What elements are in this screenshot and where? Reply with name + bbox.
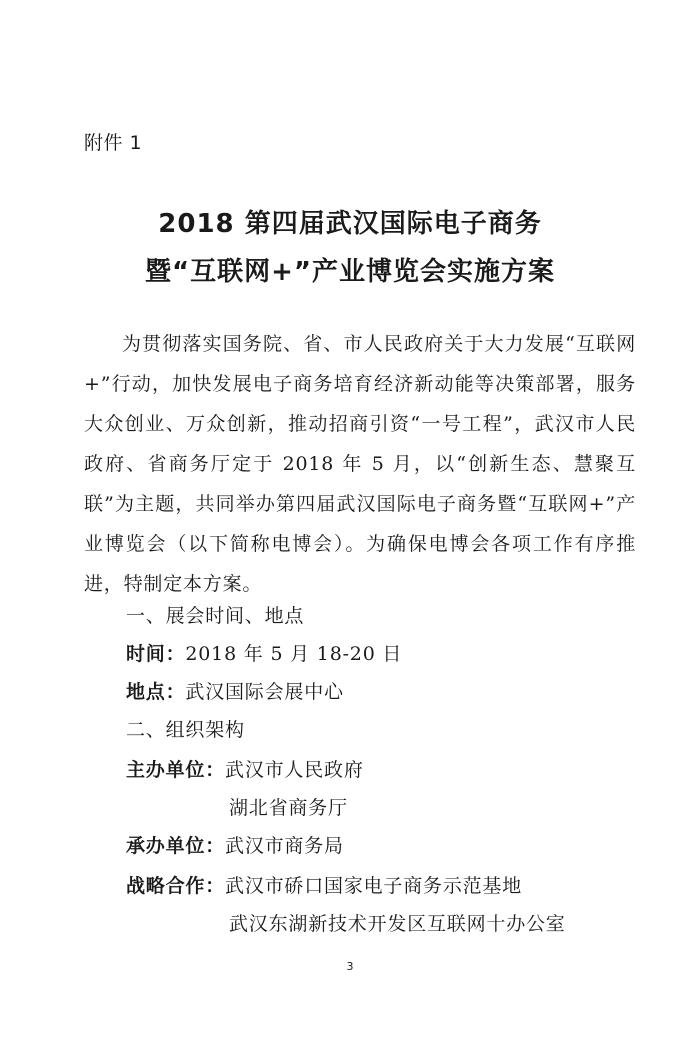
document-title-line-2: 暨“互联网+”产业博览会实施方案 [145,257,555,287]
time-row [126,641,402,667]
place-row [126,679,344,705]
host-label: 主办单位： [126,759,226,781]
place-label: 地点： [126,681,186,703]
section-1-heading: 一、展会时间、地点 [126,605,305,627]
document-title-line-1: 2018 第四届武汉国际电子商务 [158,209,542,239]
time-value: 2018 年 5 月 18-20 日 [185,643,403,665]
place-value: 武汉国际会展中心 [185,681,344,703]
partner-value-2: 武汉东湖新技术开发区互联网十办公室 [229,913,566,935]
section-2-heading: 二、组织架构 [126,719,245,741]
page-number: 3 [346,960,354,973]
intro-paragraph: 为贯彻落实国务院、省、市人民政府关于大力发展“互联网+”行动，加快发展电子商务培育经济新动能等决策部署，服务大众创业、万众创新，推动招商引资“一号工程”，武汉市人民政府、省商务厅定于 2018 年 5 月，以“创新生态、慧聚互联”为主题，共同举办第四届武汉国际电子商务暨“互联网+”产业博览会（以下简称电博会）。为确保电博会各项工作有序推进，特制定本方案。 [84,333,636,595]
host-value-2: 湖北省商务厅 [229,797,348,819]
partner-row [126,873,522,899]
organizer-row [126,833,344,859]
attachment-label: 附件 1 [84,132,143,154]
host-row [126,757,364,783]
organizer-value: 武汉市商务局 [225,835,344,857]
partner-value-1: 武汉市硚口国家电子商务示范基地 [225,875,523,897]
host-value-1: 武汉市人民政府 [225,759,364,781]
organizer-label: 承办单位： [126,835,226,857]
partner-label: 战略合作： [126,875,226,897]
time-label: 时间： [126,643,186,665]
